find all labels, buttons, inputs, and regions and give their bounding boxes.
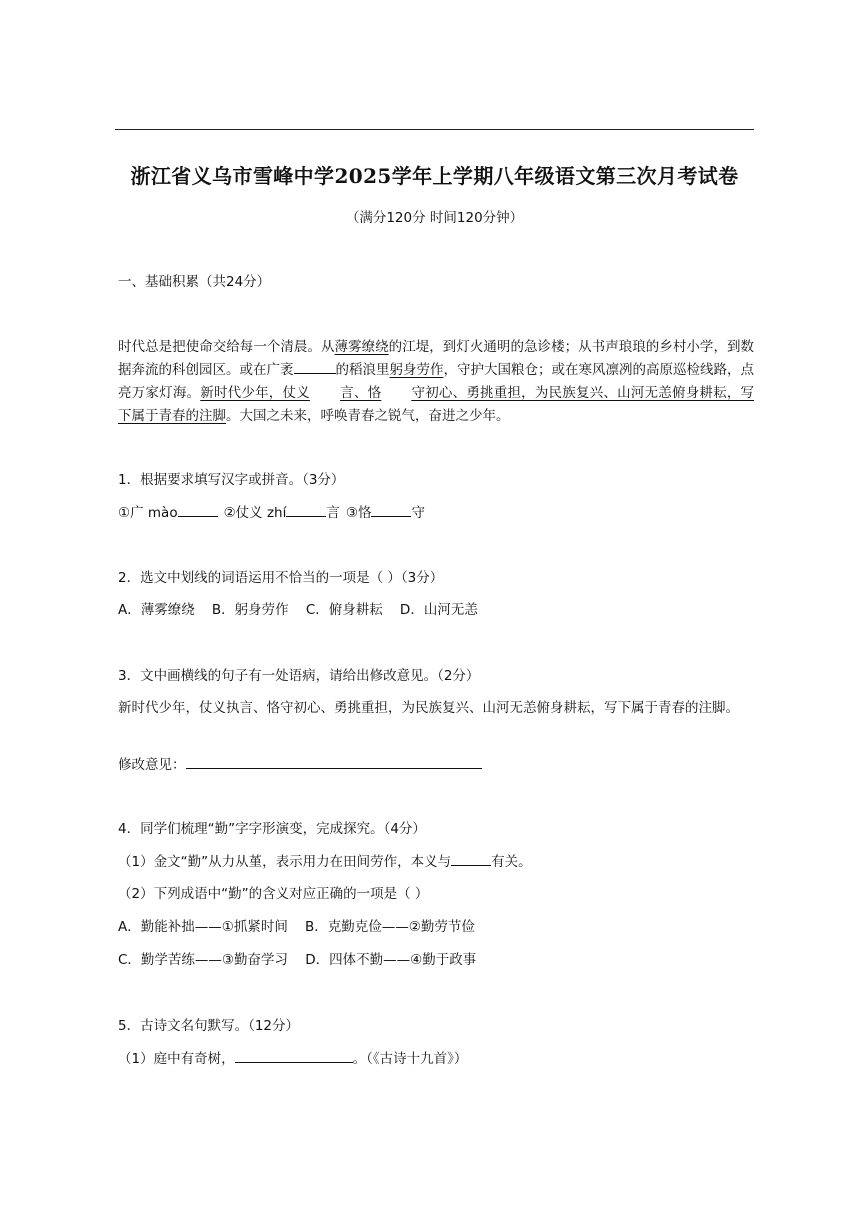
section-heading: 一、基础积累（共24分） (118, 274, 271, 290)
exam-title: 浙江省义乌市雪峰中学2025学年上学期八年级语文第三次月考试卷 (130, 164, 739, 188)
question-5-stem: 5．古诗文名句默写。（12分） (118, 1018, 300, 1034)
answer-blank-1[interactable] (178, 502, 218, 517)
question-4-options-cd: C．勤学苦练——③勤奋学习 D．四体不勤——④勤于政事 (118, 952, 477, 968)
question-1-stem: 1．根据要求填写汉字或拼音。（3分） (118, 472, 345, 488)
underlined-sentence: 新时代少年，仗义 言、恪 守初心、勇挑重担，为民族复兴、山河无恙俯身耕耘，写下属于青春的注脚 (118, 385, 755, 424)
underlined-phrase-1: 薄雾缭绕 (334, 339, 389, 355)
passage-blank-1 (294, 359, 336, 374)
reading-passage: 时代总是把使命交给每一个清晨。从薄雾缭绕的江堤，到灯火通明的急诊楼；从书声琅琅的乡村小学，到数据奔流的科创园区。或在广袤 的稻浪里躬身劳作，守护大国粮仓；或在寒风凛冽的高原巡检线路，点亮万家灯海。新时代少年，仗义 言、恪 守初心、勇挑重担，为民族复兴、山河无恙俯身耕耘，写下属于青春的注脚。大国之未来，呼唤青春之锐气，奋进之少年。 (118, 339, 755, 424)
answer-blank-2[interactable] (286, 502, 326, 517)
exam-subtitle: （满分120分 时间120分钟） (345, 210, 524, 226)
question-4-options-ab: A．勤能补拙——①抓紧时间 B．克勤克俭——②勤劳节俭 (118, 919, 475, 935)
question-4-stem: 4．同学们梳理“勤”字字形演变，完成探究。（4分） (118, 821, 426, 837)
answer-blank-4[interactable] (451, 851, 491, 866)
question-2-options: A．薄雾缭绕 B．躬身劳作 C．俯身耕耘 D．山河无恙 (118, 602, 478, 618)
question-2-stem: 2．选文中划线的词语运用不恰当的一项是（ ）（3分） (118, 570, 444, 586)
revision-answer-blank[interactable] (186, 754, 482, 769)
answer-blank-3[interactable] (371, 502, 411, 517)
question-4-part-1: （1）金文“勤”从力从堇，表示用力在田间劳作，本义与 有关。 (118, 851, 532, 872)
question-1-answers: ①广 mào ②仗义 zhí 言 ③恪 守 (118, 502, 425, 523)
underlined-phrase-2: 躬身劳作 (389, 362, 444, 378)
question-4-part-2: （2）下列成语中“勤”的含义对应正确的一项是（ ） (118, 886, 429, 902)
answer-blank-5[interactable] (235, 1048, 353, 1063)
question-3-stem: 3．文中画横线的句子有一处语病，请给出修改意见。（2分） (118, 668, 480, 684)
question-5-part-1: （1）庭中有奇树， 。（《古诗十九首》） (118, 1048, 467, 1069)
question-3-sentence: 新时代少年，仗义执言、恪守初心、勇挑重担，为民族复兴、山河无恙俯身耕耘，写下属于青春的注脚。 (118, 700, 739, 716)
header-rule (115, 129, 754, 130)
question-3-answer-line: 修改意见： (118, 754, 482, 775)
